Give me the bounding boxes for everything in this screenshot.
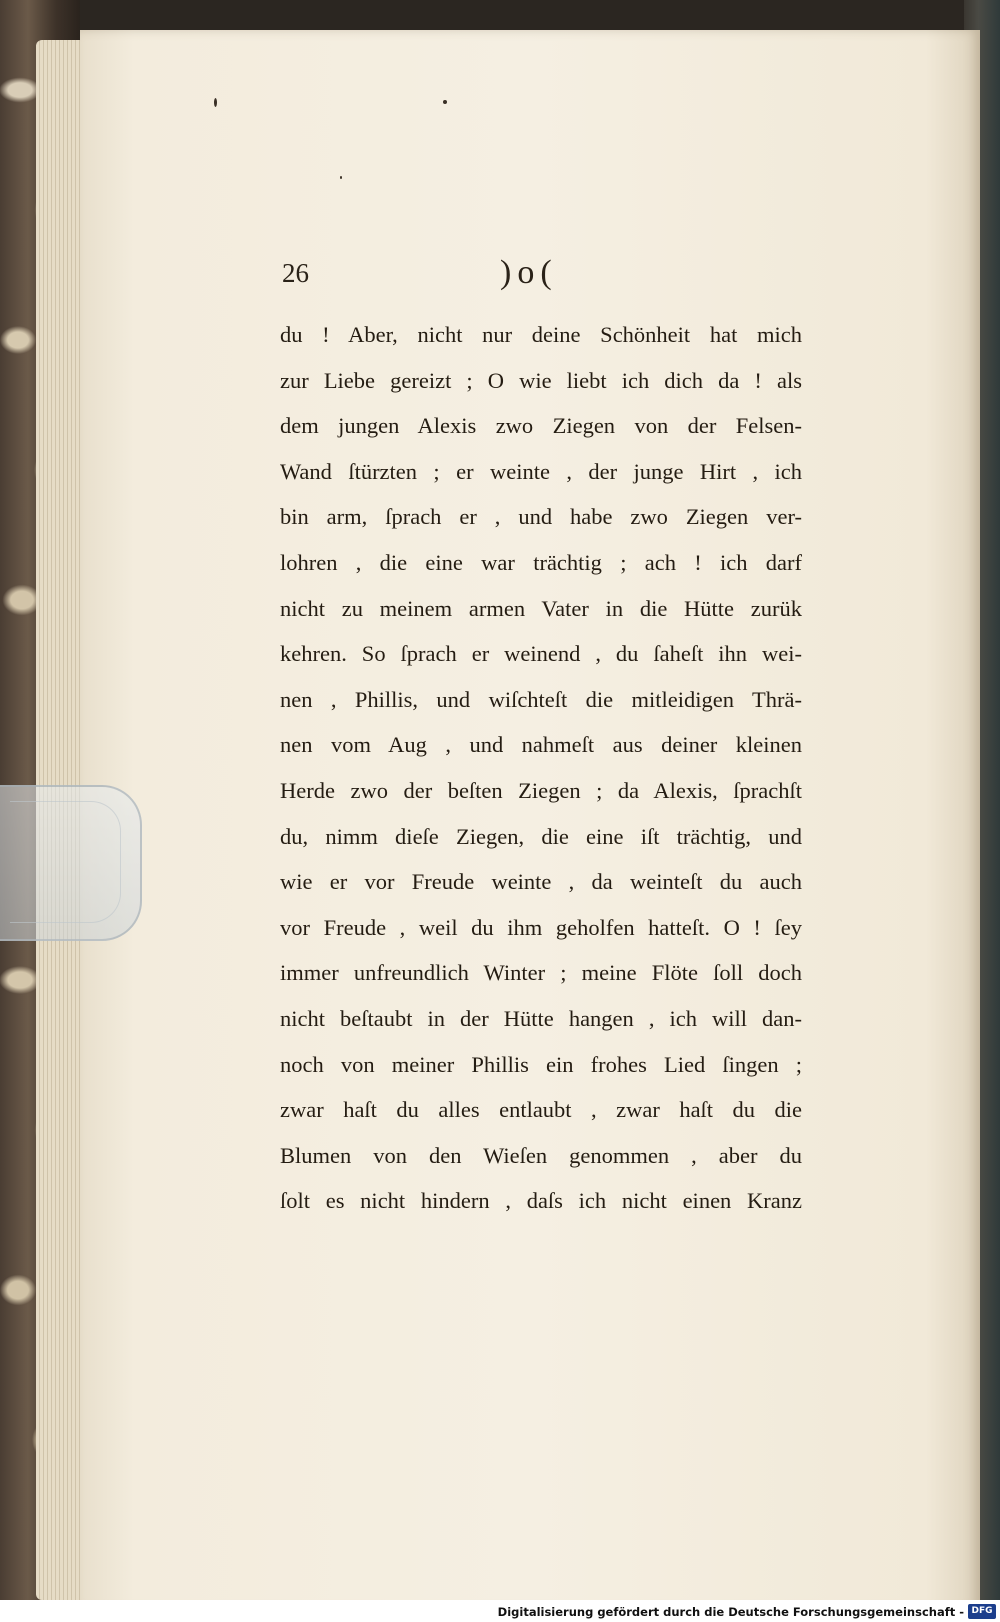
page-number: 26 <box>282 258 309 288</box>
text-line: vor Freude , weil du ihm geholfen hatteſt. O ! ſey <box>280 914 802 940</box>
body-text <box>280 312 802 1224</box>
text-line: zwar haſt du alles entlaubt , zwar haſt du die <box>280 1097 802 1123</box>
text-line: dem jungen Alexis zwo Ziegen von der Felsen- <box>280 413 802 439</box>
text-line: noch von meiner Phillis ein frohes Lied ſingen ; <box>280 1051 802 1077</box>
text-line: du, nimm dieſe Ziegen, die eine iſt trächtig, und <box>280 823 802 849</box>
footer-bar <box>0 1600 1000 1622</box>
running-head: )o( <box>500 254 558 291</box>
dfg-logo: DFG <box>968 1604 996 1619</box>
text-line: nicht beſtaubt in der Hütte hangen , ich will dan- <box>280 1005 802 1031</box>
text-line: bin arm, ſprach er , und habe zwo Ziegen ver- <box>280 504 802 530</box>
text-line: wie er vor Freude weinte , da weinteſt du auch <box>280 869 802 895</box>
text-line: nen , Phillis, und wiſchteſt die mitleidigen Thrä- <box>280 686 802 712</box>
ink-speck <box>443 100 447 104</box>
text-line: Herde zwo der beſten Ziegen ; da Alexis, ſprachſt <box>280 777 802 803</box>
text-line: ſolt es nicht hindern , daſs ich nicht einen Kranz <box>280 1188 802 1214</box>
text-line: du ! Aber, nicht nur deine Schönheit hat mich <box>280 322 802 347</box>
ink-speck <box>214 98 217 107</box>
text-line: Wand ſtürzten ; er weinte , der junge Hirt , ich <box>280 458 802 484</box>
text-line: zur Liebe gereizt ; O wie liebt ich dich da ! als <box>280 367 802 393</box>
ink-speck <box>340 176 342 179</box>
text-line: kehren. So ſprach er weinend , du ſaheſt ihn wei- <box>280 641 802 667</box>
funding-credit: Digitalisierung gefördert durch die Deutsche Forschungsgemeinschaft - <box>497 1605 964 1619</box>
page-header <box>282 254 802 298</box>
text-line: nen vom Aug , und nahmeſt aus deiner kleinen <box>280 732 802 758</box>
plastic-page-clip <box>0 785 142 941</box>
text-line: lohren , die eine war trächtig ; ach ! ich darf <box>280 549 802 575</box>
text-line: Blumen von den Wieſen genommen , aber du <box>280 1142 802 1168</box>
text-line: nicht zu meinem armen Vater in die Hütte zurük <box>280 595 802 621</box>
plastic-clip-inner <box>10 801 121 923</box>
text-line: immer unfreundlich Winter ; meine Flöte ſoll doch <box>280 960 802 986</box>
